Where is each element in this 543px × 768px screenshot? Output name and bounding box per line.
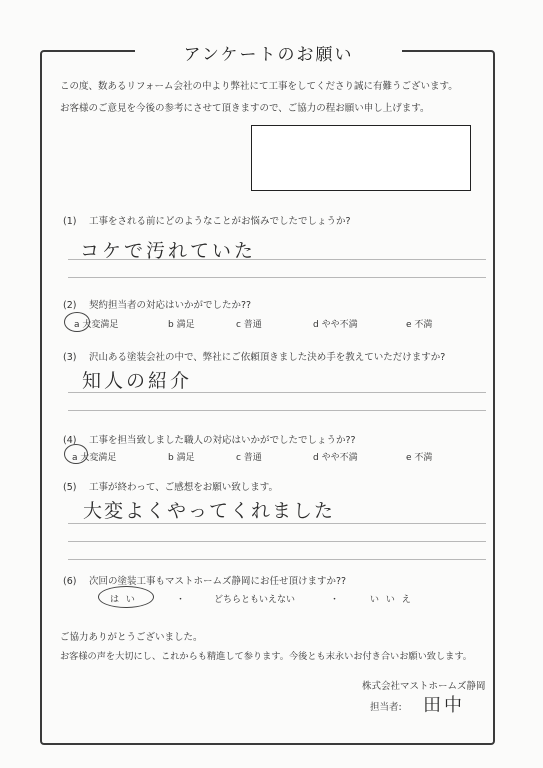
redaction-box [251,125,471,191]
staff-label: 担当者: [370,702,402,713]
answer-3-line-1 [68,392,486,393]
question-4 [63,432,356,446]
q6-option-no: い い え [370,595,413,605]
q2-option-c: c 普通 [236,320,262,330]
question-1 [63,213,351,227]
question-2-text: 契約担当者の対応はいかがでしたか?? [89,300,252,311]
closing-line-1: ご協力ありがとうございました。 [60,632,203,643]
question-3 [63,349,445,363]
intro-line-2: お客様のご意見を今後の参考にさせて頂きますので、ご協力の程お願い申し上げます。 [60,103,430,114]
company-name: 株式会社マストホームズ静岡 [362,681,486,692]
question-6-number: (6) [63,576,77,587]
question-5-text: 工事が終わって、ご感想をお願い致します。 [89,482,278,493]
q4-option-e: e 不満 [406,453,433,463]
question-5 [63,479,278,493]
q4-option-b: b 満足 [168,453,195,463]
q6-option-yes: は い [110,595,137,605]
q6-option-neither: どちらともいえない [214,595,296,605]
answer-1-line-1 [68,259,486,260]
answer-1-handwritten: コケで汚れていた [80,240,257,262]
staff-name-handwritten: 田中 [423,695,465,716]
question-6-text: 次回の塗装工事もマストホームズ静岡にお任せ頂けますか?? [89,576,347,587]
answer-1-line-2 [68,277,486,278]
q6-separator-2: ・ [330,595,340,605]
question-2 [63,297,251,311]
q2-option-a: a 大変満足 [74,320,119,330]
q6-separator-1: ・ [176,595,186,605]
question-2-number: (2) [63,300,77,311]
intro-line-1: この度、数あるリフォーム会社の中より弊社にて工事をしてくださり誠に有難うございます。 [60,81,458,92]
answer-3-line-2 [68,410,486,411]
question-5-number: (5) [63,482,77,493]
question-1-text: 工事をされる前にどのようなことがお悩みでしたでしょうか? [89,216,351,227]
q4-option-d: d やや不満 [313,453,358,463]
question-4-text: 工事を担当致しました職人の対応はいかがでしたでしょうか?? [89,435,356,446]
survey-title: アンケートのお願い [135,40,402,65]
question-6 [63,573,346,587]
answer-5-line-1 [68,523,486,524]
question-4-number: (4) [63,435,77,446]
answer-5-handwritten: 大変よくやってくれました [83,500,336,522]
question-3-number: (3) [63,352,77,363]
answer-5-line-3 [68,559,486,560]
answer-5-line-2 [68,541,486,542]
q2-option-b: b 満足 [168,320,195,330]
q4-option-c: c 普通 [236,453,262,463]
answer-3-handwritten: 知人の紹介 [82,370,193,392]
q4-option-a: a 大変満足 [72,453,117,463]
q2-option-d: d やや不満 [313,320,358,330]
closing-line-2: お客様の声を大切にし、これからも精進して参ります。今後とも末永いお付き合いお願い致します。 [60,651,472,662]
question-1-number: (1) [63,216,77,227]
question-3-text: 沢山ある塗装会社の中で、弊社にご依頼頂きました決め手を教えていただけますか? [89,352,446,363]
q2-option-e: e 不満 [406,320,433,330]
